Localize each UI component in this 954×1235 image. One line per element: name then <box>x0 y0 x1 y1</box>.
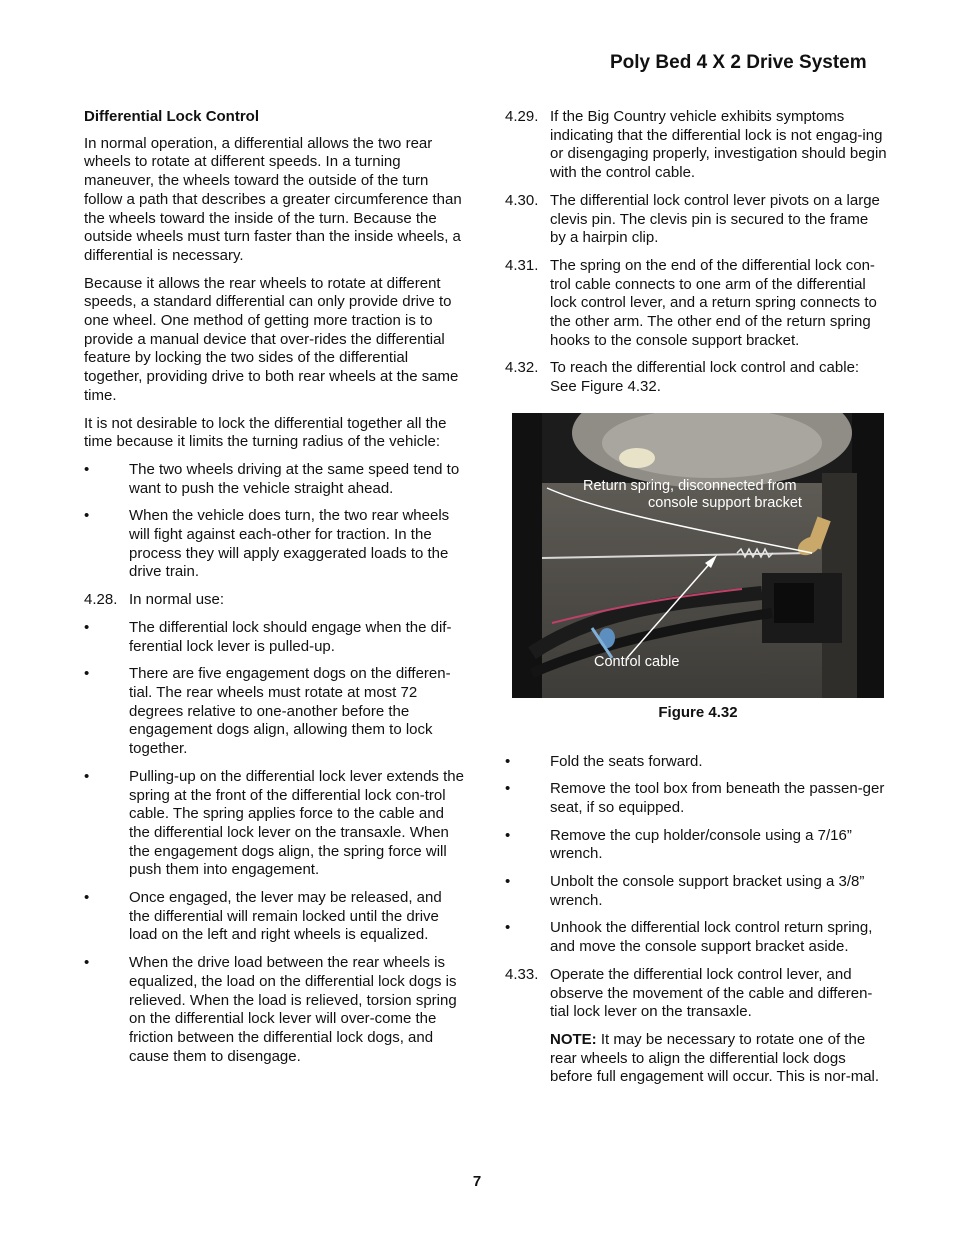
step-text: The differential lock control lever pivots on a large clevis pin. The clevis pin is secured to the frame by a hairpin clip. <box>550 191 880 247</box>
bullet-mark: • <box>84 665 90 683</box>
list-item-text: Remove the cup holder/console using a 7/16” wrench. <box>550 826 852 863</box>
bullet-mark: • <box>505 752 511 770</box>
list-item-text: The differential lock should engage when the dif-ferential lock lever is pulled-up. <box>129 618 452 655</box>
bullet-mark: • <box>84 507 90 525</box>
list-item <box>84 954 466 1066</box>
step-4-33 <box>505 966 887 1022</box>
label-return-spring: Return spring, disconnected from <box>583 477 797 494</box>
step-text: Operate the differential lock control lever, and observe the movement of the cable and differen-tial lock lever on the transaxle. <box>550 965 873 1021</box>
step-4-31 <box>505 257 887 351</box>
bullet-mark: • <box>84 889 90 907</box>
list-item-text: Pulling-up on the differential lock lever extends the spring at the front of the differential lock con-trol cable. The spring applies force to the cable and the differential lock lever on the transaxle. When the engagement dogs align, the spring force will push them into engagement. <box>129 767 464 879</box>
list-item <box>84 768 466 880</box>
list-item-text: The two wheels driving at the same speed tend to want to push the vehicle straight ahead. <box>129 460 460 497</box>
step-text: In normal use: <box>129 591 225 609</box>
note-label: NOTE: <box>550 1030 597 1048</box>
step-4-32 <box>505 359 887 396</box>
list-item-text: Once engaged, the lever may be released, and the differential will remain locked until the drive load on the left and right wheels is equalized. <box>129 889 442 944</box>
step-number: 4.31. <box>505 256 539 274</box>
list-item <box>84 665 466 759</box>
list-item-text: Unhook the differential lock control return spring, and move the console support bracket aside. <box>550 919 873 956</box>
bullet-mark: • <box>84 460 90 478</box>
bullet-mark: • <box>84 767 90 785</box>
list-item <box>84 889 466 945</box>
bullet-mark: • <box>84 618 90 636</box>
list-item <box>505 753 887 772</box>
note <box>550 1031 887 1087</box>
right-column <box>505 108 887 1096</box>
list-item <box>84 507 466 582</box>
page-number: 7 <box>472 1173 482 1190</box>
list-item-text: Unbolt the console support bracket using a 3/8” wrench. <box>550 873 865 909</box>
list-item-text: There are five engagement dogs on the differen-tial. The rear wheels must rotate at most 72 degrees relative to one-another before the engagement dogs align, allowing them to lock together. <box>129 665 451 758</box>
step-text: The spring on the end of the differential lock con-trol cable connects to one arm of the differential lock control lever, and a return spring connects to the other arm. The other end of the return spring hooks to the console support bracket. <box>550 256 877 349</box>
list-item <box>84 461 466 498</box>
list-item <box>505 780 887 817</box>
step-4-30 <box>505 192 887 248</box>
step-number: 4.28. <box>84 591 118 609</box>
bullet-mark: • <box>505 919 511 937</box>
page-title: Poly Bed 4 X 2 Drive System <box>610 52 867 73</box>
list-item-text: When the vehicle does turn, the two rear wheels will fight against each-other for traction. In the process they will apply exaggerated loads to the drive train. <box>129 507 450 581</box>
list-item <box>505 827 887 864</box>
list-item-text: Remove the tool box from beneath the passen-ger seat, if so equipped. <box>550 780 885 816</box>
step-text: If the Big Country vehicle exhibits symptoms indicating that the differential lock is not engag-ing or disengaging properly, investigation should begin with the control cable. <box>550 108 887 182</box>
list-item <box>505 919 887 956</box>
step-text: To reach the differential lock control and cable: See Figure 4.32. <box>550 359 860 396</box>
step-number: 4.29. <box>505 108 539 125</box>
bullet-mark: • <box>84 954 90 972</box>
label-return-spring-line2: console support bracket <box>648 494 802 511</box>
photo-illustration <box>512 413 884 698</box>
figure-caption: Figure 4.32 <box>658 703 738 721</box>
list-item <box>505 873 887 910</box>
list-item-text: Fold the seats forward. <box>550 752 703 770</box>
section-heading: Differential Lock Control <box>84 108 260 125</box>
list-item <box>84 619 466 656</box>
figure-photo <box>512 413 884 698</box>
label-control-cable: Control cable <box>594 653 680 670</box>
list-item-text: When the drive load between the rear wheels is equalized, the load on the differential lock dogs is relieved. When the load is relieved, torsion spring on the differential lock lever will over-come the friction between the differential lock dogs, and cause them to disengage. <box>129 954 457 1065</box>
paragraph-2: Because it allows the rear wheels to rotate at different speeds, a standard differential can only provide drive to one wheel. One method of getting more traction is to provide a manual device that over-rides the differential feature by locking the two sides of the differential together, providing drive to both rear wheels at the same time. <box>84 274 459 404</box>
step-number: 4.33. <box>505 965 539 983</box>
note-text: It may be necessary to rotate one of the rear wheels to align the differential lock dogs before full engagement will occur. This is nor-mal. <box>550 1030 880 1086</box>
paragraph-1: In normal operation, a differential allows the two rear wheels to rotate at different speeds. In a turning maneuver, the wheels toward the outside of the turn follow a path that describes a greater circumference than the wheels toward the inside of the turn. Because the outside wheels must turn faster than the inside wheels, a differential is necessary. <box>84 134 462 264</box>
bullet-mark: • <box>505 826 511 844</box>
bullet-mark: • <box>505 780 511 798</box>
step-number: 4.30. <box>505 191 539 209</box>
step-4-28 <box>84 591 466 610</box>
bullet-mark: • <box>505 873 511 891</box>
paragraph-3: It is not desirable to lock the differential together all the time because it limits the turning radius of the vehicle: <box>84 414 447 451</box>
step-4-29 <box>505 108 887 183</box>
step-number: 4.32. <box>505 359 539 377</box>
left-column <box>84 108 466 1075</box>
